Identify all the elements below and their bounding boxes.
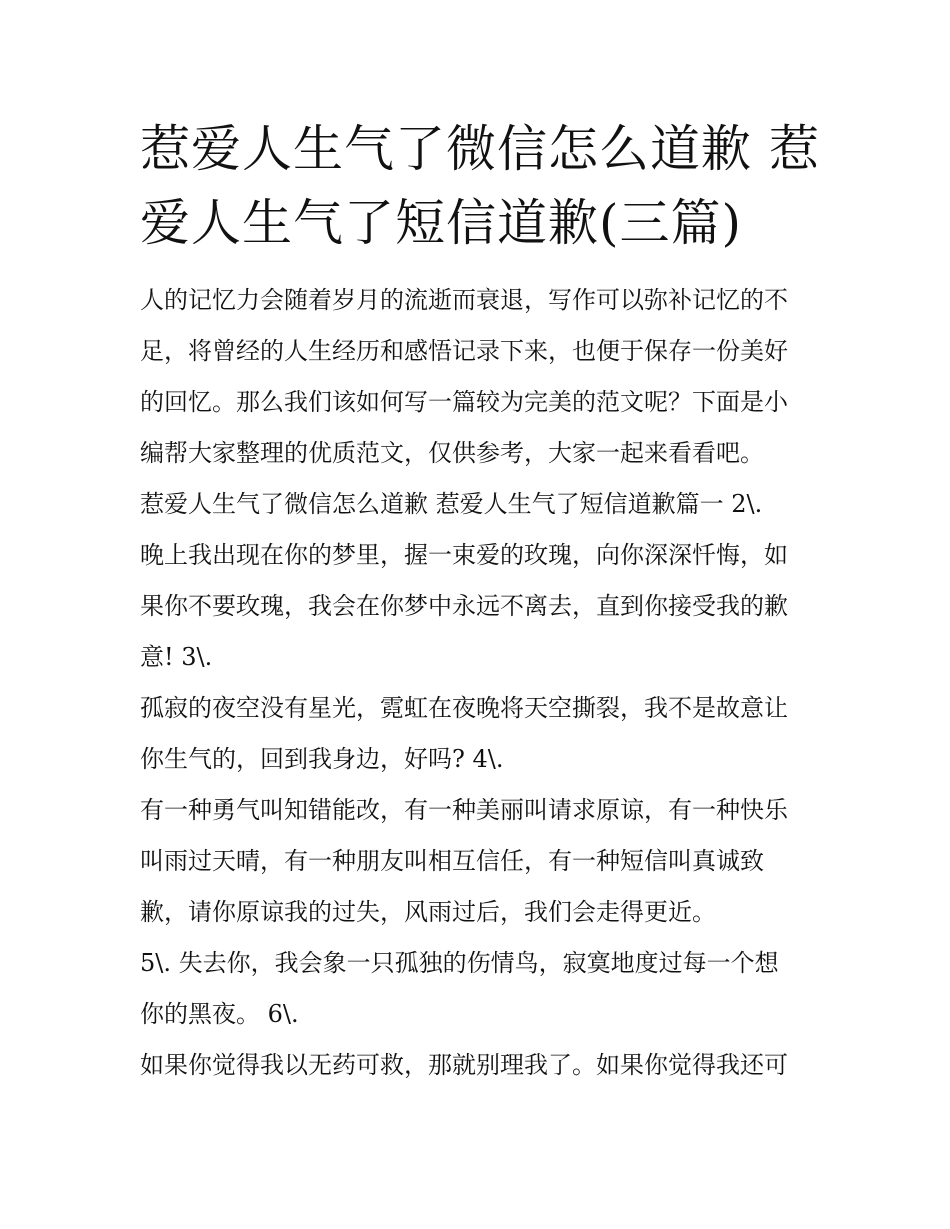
paragraph — [140, 683, 820, 785]
paragraph — [140, 785, 820, 938]
text-line: 5\. 失去你，我会象一只孤独的伤情鸟，寂寞地度过每一个想 — [140, 949, 779, 977]
text-line: 叫雨过天晴，有一种朋友叫相互信任，有一种短信叫真诚致 — [140, 847, 764, 875]
paragraph — [140, 1040, 820, 1091]
text-line: 你生气的，回到我身边，好吗? 4\. — [140, 745, 504, 773]
text-line: 如果你觉得我以无药可救，那就别理我了。如果你觉得我还可 — [140, 1051, 788, 1079]
document-title — [140, 112, 820, 260]
text-line: 惹爱人生气了微信怎么道歉 惹爱人生气了短信道歉篇一 2\. — [140, 490, 763, 518]
text-line: 编帮大家整理的优质范文，仅供参考，大家一起来看看吧。 — [140, 439, 764, 467]
paragraph-intro — [140, 275, 820, 479]
text-line: 果你不要玫瑰，我会在你梦中永远不离去，直到你接受我的歉 — [140, 592, 788, 620]
text-line: 人的记忆力会随着岁月的流逝而衰退，写作可以弥补记忆的不 — [140, 286, 788, 314]
text-line: 意! 3\. — [140, 643, 213, 671]
text-line: 足，将曾经的人生经历和感悟记录下来，也便于保存一份美好 — [140, 337, 788, 365]
text-line: 晚上我出现在你的梦里，握一束爱的玫瑰，向你深深忏悔，如 — [140, 541, 788, 569]
paragraph — [140, 938, 820, 1040]
paragraph-section-heading — [140, 479, 820, 530]
text-line: 有一种勇气叫知错能改，有一种美丽叫请求原谅，有一种快乐 — [140, 796, 788, 824]
text-line: 的回忆。那么我们该如何写一篇较为完美的范文呢？下面是小 — [140, 388, 788, 416]
document-body — [140, 275, 820, 1091]
title-line: 惹爱人生气了微信怎么道歉 惹 — [140, 120, 820, 178]
title-line: 爱人生气了短信道歉(三篇) — [140, 194, 743, 252]
text-line: 歉，请你原谅我的过失，风雨过后，我们会走得更近。 — [140, 898, 716, 926]
text-line: 孤寂的夜空没有星光，霓虹在夜晚将天空撕裂，我不是故意让 — [140, 694, 788, 722]
text-line: 你的黑夜。 6\. — [140, 1000, 299, 1028]
paragraph — [140, 530, 820, 683]
